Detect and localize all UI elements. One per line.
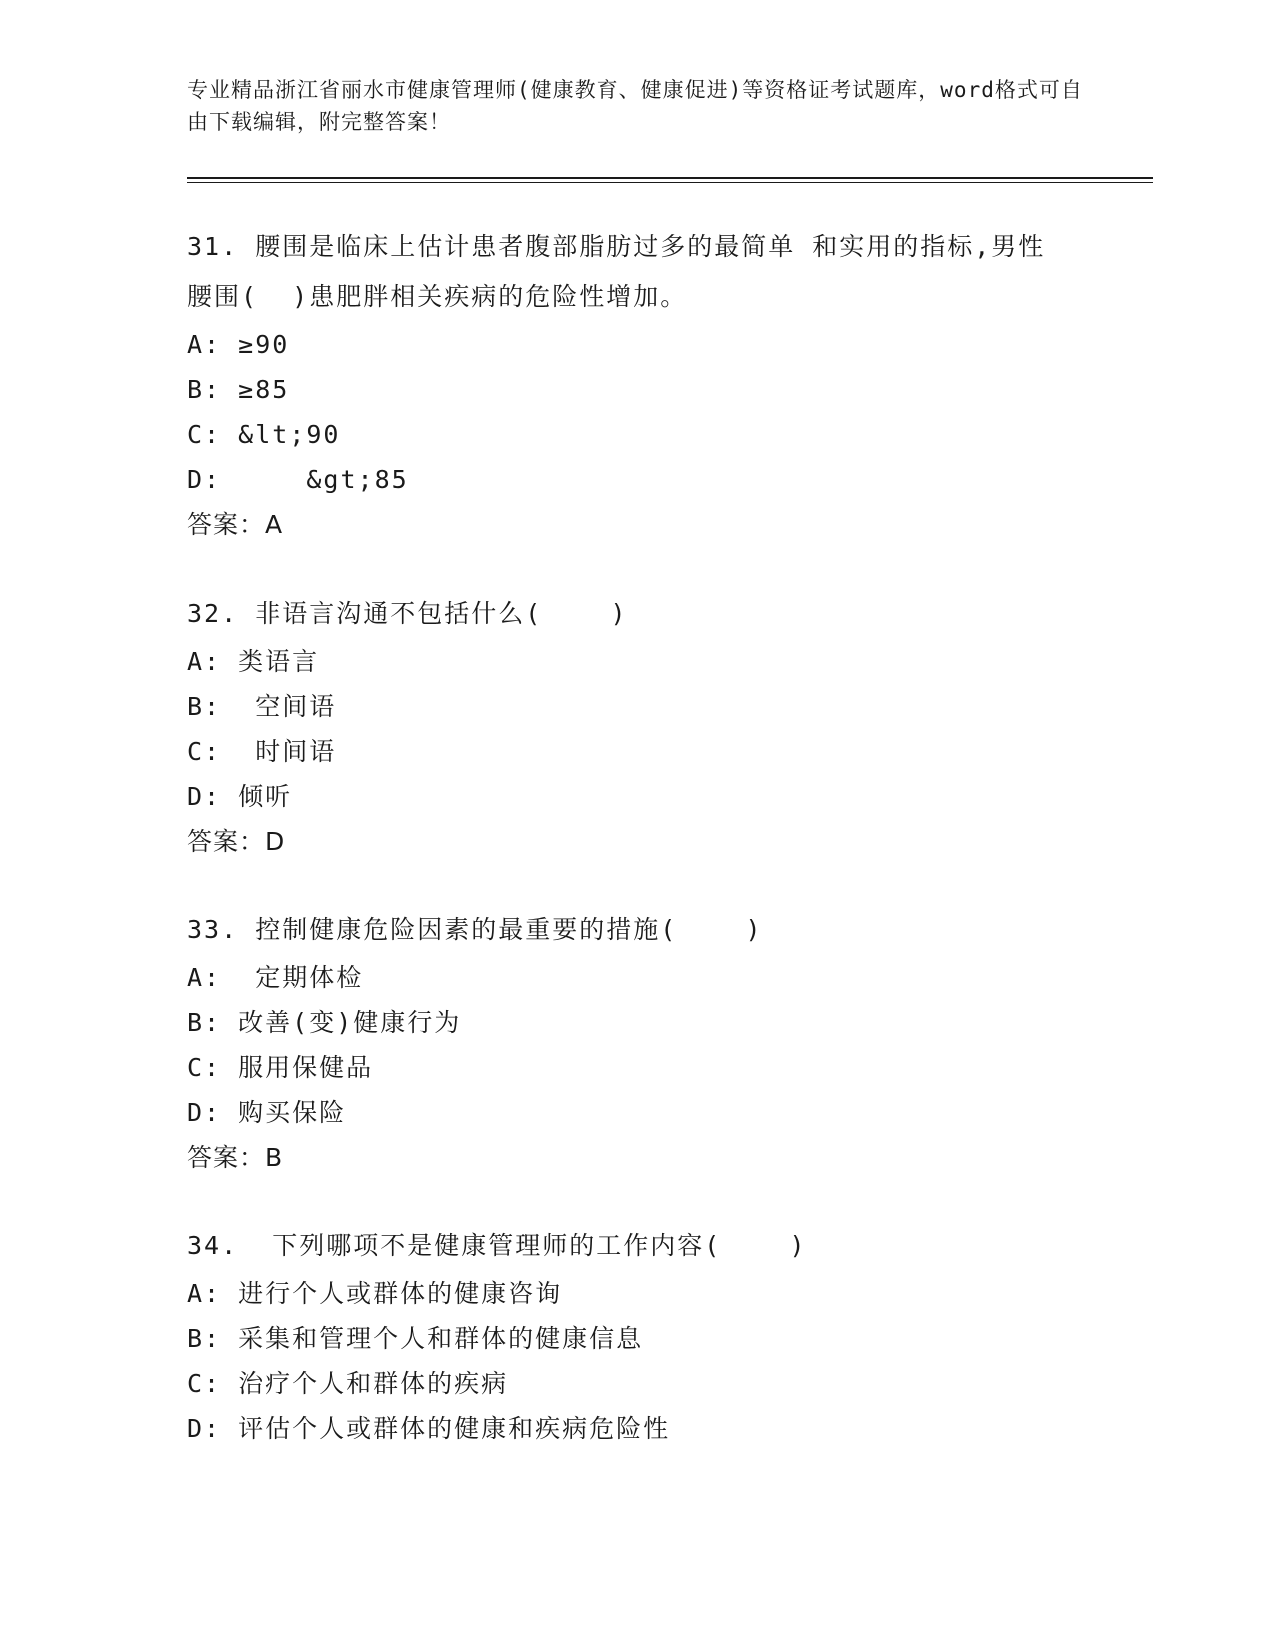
question-stem: 31. 腰围是临床上估计患者腹部脂肪过多的最简单 和实用的指标,男性腰围( )患肥胖相关疾病的危险性增加。 [187,232,1046,311]
option-c: C: 服用保健品 [187,1053,374,1082]
option-a: A: 类语言 [187,647,320,676]
answer: 答案：D [187,827,286,856]
question-stem: 33. 控制健康危险因素的最重要的措施( ) [187,915,763,944]
question-31 [187,222,1087,547]
option-a: A: ≥90 [187,330,290,359]
option-d: D: &gt;85 [187,465,409,494]
option-d: D: 倾听 [187,782,293,811]
option-a: A: 进行个人或群体的健康咨询 [187,1279,563,1308]
option-b: B: ≥85 [187,375,290,404]
option-c: C: &lt;90 [187,420,341,449]
header-intro: 专业精品浙江省丽水市健康管理师(健康教育、健康促进)等资格证考试题库，word格式可自由下载编辑，附完整答案！ [187,78,1083,134]
header-divider-thin [187,182,1153,183]
option-d: D: 购买保险 [187,1098,347,1127]
question-stem: 32. 非语言沟通不包括什么( ) [187,599,628,628]
header-divider-thick [187,177,1153,179]
option-c: C: 时间语 [187,737,337,766]
option-b: B: 改善(变)健康行为 [187,1008,462,1037]
option-a: A: 定期体检 [187,963,364,992]
option-b: B: 空间语 [187,692,337,721]
option-b: B: 采集和管理个人和群体的健康信息 [187,1324,644,1353]
question-32 [187,589,1087,864]
option-d: D: 评估个人或群体的健康和疾病危险性 [187,1414,671,1443]
question-34 [187,1221,1087,1451]
question-33 [187,905,1087,1180]
answer: 答案：B [187,1143,284,1172]
answer: 答案：A [187,510,284,539]
option-c: C: 治疗个人和群体的疾病 [187,1369,509,1398]
question-stem: 34. 下列哪项不是健康管理师的工作内容( ) [187,1231,807,1260]
